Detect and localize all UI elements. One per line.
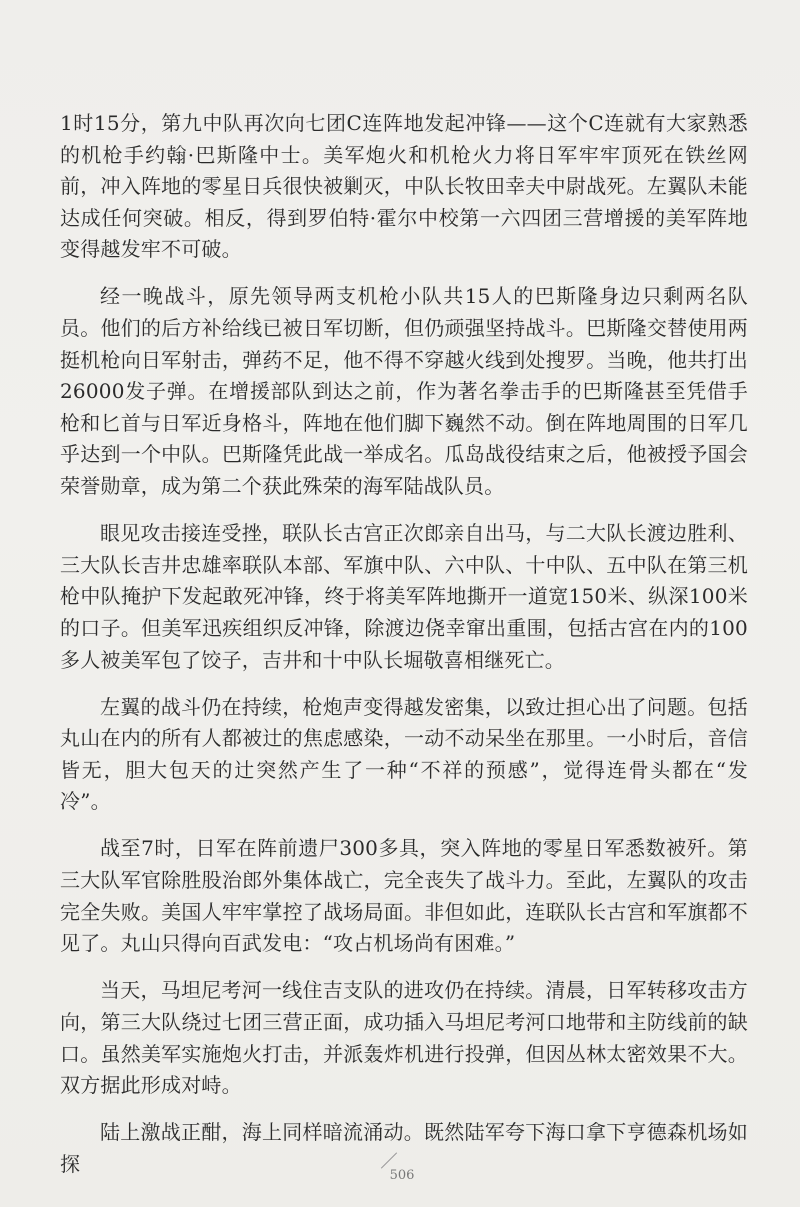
paragraph-4: 左翼的战斗仍在持续，枪炮声变得越发密集，以致辻担心出了问题。包括丸山在内的所有人都被辻的焦虑感染，一动不动呆坐在那里。一小时后，音信皆无，胆大包天的辻突然产生了一种“不祥的预感”，觉得连骨头都在“发冷”。	[60, 694, 748, 814]
page-number: 506	[389, 1168, 415, 1183]
paragraph-1: 1时15分，第九中队再次向七团C连阵地发起冲锋——这个C连就有大家熟悉的机枪手约翰·巴斯隆中士。美军炮火和机枪火力将日军牢牢顶死在铁丝网前，冲入阵地的零星日兵很快被剿灭，中队长牧田幸夫中尉战死。左翼队未能达成任何突破。相反，得到罗伯特·霍尔中校第一六四团三营增援的美军阵地变得越发牢不可破。	[60, 111, 748, 262]
paragraph-7: 陆上激战正酣，海上同样暗流涌动。既然陆军夸下海口拿下亨德森机场如探	[60, 1120, 748, 1176]
paragraph-3: 眼见攻击接连受挫，联队长古宫正次郎亲自出马，与二大队长渡边胜利、三大队长吉井忠雄率联队本部、军旗中队、六中队、十中队、五中队在第三机枪中队掩护下发起敢死冲锋，终于将美军阵地撕开一道宽150米、纵深100米的口子。但美军迅疾组织反冲锋，除渡边侥幸窜出重围，包括古宫在内的100多人被美军包了饺子，吉井和十中队长堀敬喜相继死亡。	[60, 521, 748, 672]
paragraph-5: 战至7时，日军在阵前遗尸300多具，突入阵地的零星日军悉数被歼。第三大队军官除胜股治郎外集体战亡，完全丧失了战斗力。至此，左翼队的攻击完全失败。美国人牢牢掌控了战场局面。非但如此，连联队长古宫和军旗都不见了。丸山只得向百武发电：“攻占机场尚有困难。”	[60, 836, 748, 956]
body-text	[60, 108, 748, 1196]
paragraph-2: 经一晚战斗，原先领导两支机枪小队共15人的巴斯隆身边只剩两名队员。他们的后方补给线已被日军切断，但仍顽强坚持战斗。巴斯隆交替使用两挺机枪向日军射击，弹药不足，他不得不穿越火线到处搜罗。当晚，他共打出26000发子弹。在增援部队到达之前，作为著名拳击手的巴斯隆甚至凭借手枪和匕首与日军近身格斗，阵地在他们脚下巍然不动。倒在阵地周围的日军几乎达到一个中队。巴斯隆凭此战一举成名。瓜岛战役结束之后，他被授予国会荣誉勋章，成为第二个获此殊荣的海军陆战队员。	[60, 284, 748, 499]
paragraph-6: 当天，马坦尼考河一线住吉支队的进攻仍在持续。清晨，日军转移攻击方向，第三大队绕过七团三营正面，成功插入马坦尼考河口地带和主防线前的缺口。虽然美军实施炮火打击，并派轰炸机进行投弹，但因丛林太密效果不大。双方据此形成对峙。	[60, 978, 748, 1098]
